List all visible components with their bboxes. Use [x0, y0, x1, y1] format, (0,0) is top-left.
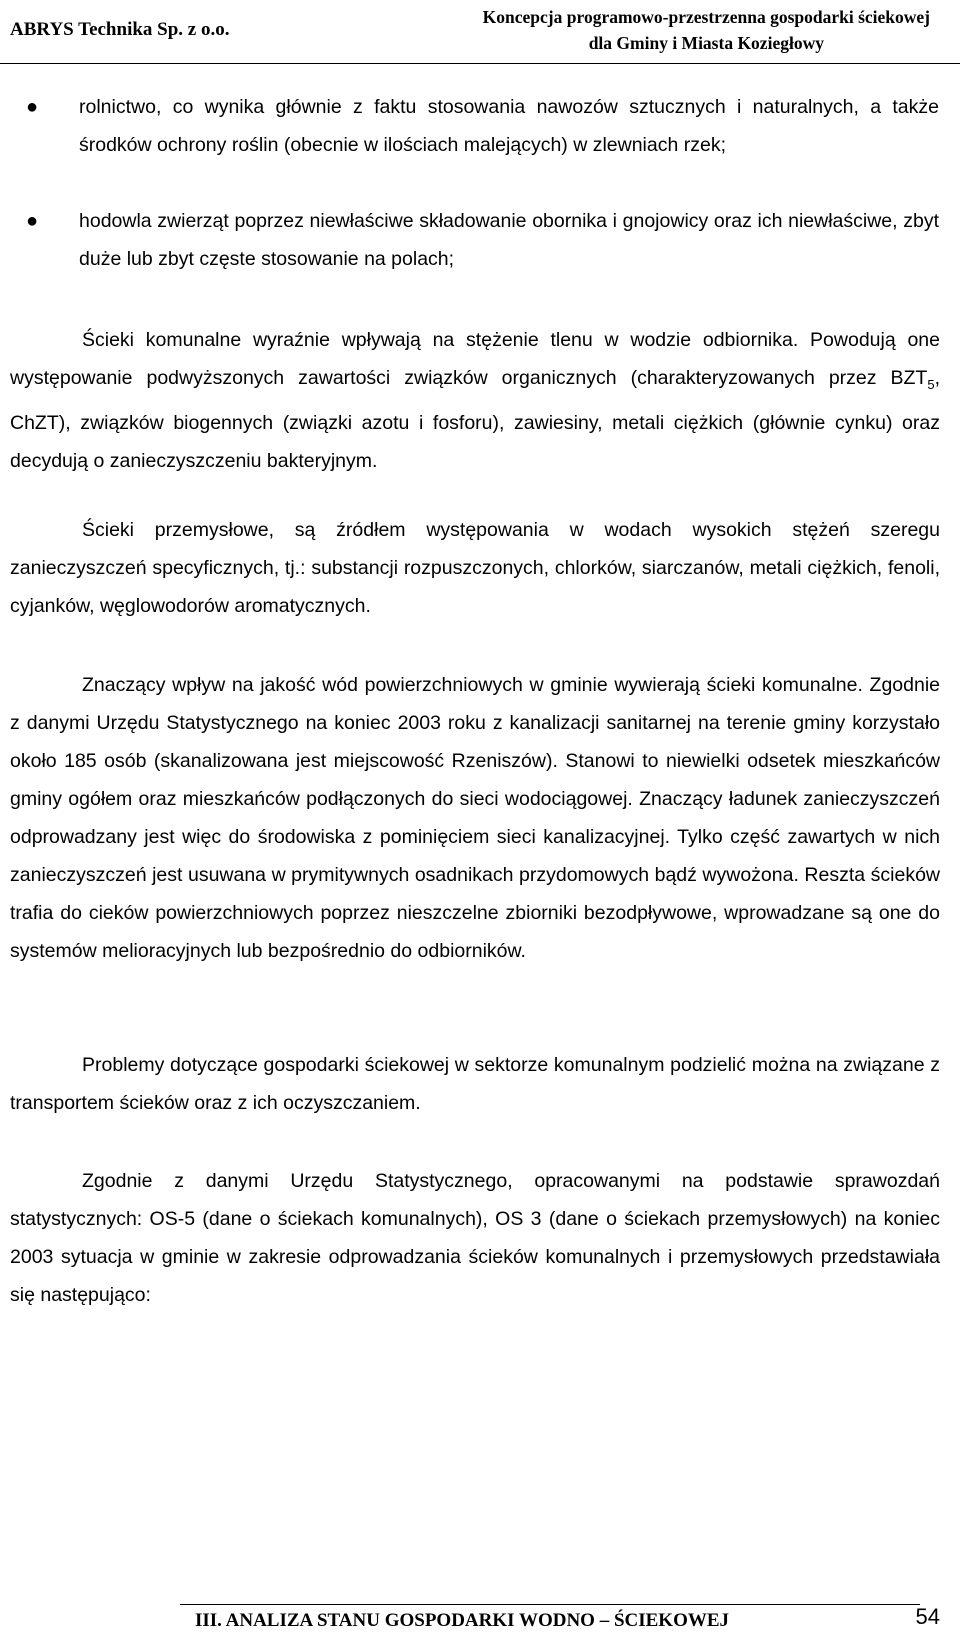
- header-divider: [0, 63, 960, 64]
- bullet-dot-icon: ●: [26, 96, 39, 118]
- paragraph-text: , ChZT), związków biogennych (związki azotu i fosforu), zawiesiny, metali ciężkich (głównie cynku) oraz decydują o zanieczyszczeniu bakteryjnym.: [10, 367, 940, 472]
- bullet-item-agriculture: rolnictwo, co wynika głównie z faktu stosowania nawozów sztucznych i naturalnych, a także środków ochrony roślin (obecnie w ilościach malejących) w zlewniach rzek;: [79, 96, 939, 156]
- document-title-line1: Koncepcja programowo-przestrzenna gospodarki ściekowej: [482, 7, 930, 27]
- bullet-item-livestock: hodowla zwierząt poprzez niewłaściwe składowanie obornika i gnojowicy oraz ich niewłaściwe, zbyt duże lub zbyt częste stosowanie na polach;: [79, 210, 939, 270]
- document-title-line2: dla Gminy i Miasta Koziegłowy: [588, 33, 824, 53]
- chapter-title: III. ANALIZA STANU GOSPODARKI WODNO – ŚCIEKOWEJ: [195, 1610, 730, 1631]
- page-number: 54: [915, 1604, 940, 1629]
- paragraph-industrial-sewage: Ścieki przemysłowe, są źródłem występowania w wodach wysokich stężeń szeregu zanieczyszczeń specyficznych, tj.: substancji rozpuszczonych, chlorków, siarczanów, metali ciężkich, fenoli, cyjanków, węglowodorów aromatycznych.: [10, 519, 940, 617]
- footer-divider: [180, 1604, 920, 1605]
- page-header: [0, 0, 960, 70]
- bullet-dot-icon: ●: [26, 210, 39, 232]
- subscript: 5: [927, 376, 935, 392]
- paragraph-statistics: Zgodnie z danymi Urzędu Statystycznego, opracowanymi na podstawie sprawozdań statystycznych: OS-5 (dane o ściekach komunalnych), OS 3 (dane o ściekach przemysłowych) na koniec 2003 sytuacja w gminie w zakresie odprowadzania ścieków komunalnych i przemysłowych przedstawiała się następująco:: [10, 1170, 940, 1306]
- paragraph-surface-water-quality: Znaczący wpływ na jakość wód powierzchniowych w gminie wywierają ścieki komunalne. Zgodnie z danymi Urzędu Statystycznego na koniec 2003 roku z kanalizacji sanitarnej na terenie gminy korzystało około 185 osób (skanalizowana jest miejscowość Rzeniszów). Stanowi to niewielki odsetek mieszkańców gminy ogółem oraz mieszkańców podłączonych do sieci wodociągowej. Znaczący ładunek zanieczyszczeń odprowadzany jest więc do środowiska z pominięciem sieci kanalizacyjnej. Tylko część zawartych w nich zanieczyszczeń jest usuwana w prymitywnych osadnikach przydomowych bądź wywożona. Reszta ścieków trafia do cieków powierzchniowych poprzez nieszczelne zbiorniki bezodpływowe, wprowadzane są one do systemów melioracyjnych lub bezpośrednio do odbiorników.: [10, 674, 940, 962]
- company-name: ABRYS Technika Sp. z o.o.: [10, 19, 230, 40]
- document-title: [483, 4, 930, 56]
- paragraph-municipal-sewage: [10, 321, 940, 480]
- paragraph-text: Ścieki komunalne wyraźnie wpływają na stężenie tlenu w wodzie odbiornika. Powodują one występowanie podwyższonych zawartości związków organicznych (charakteryzowanych przez BZT: [10, 329, 940, 389]
- paragraph-problems: Problemy dotyczące gospodarki ściekowej w sektorze komunalnym podzielić można na związane z transportem ścieków oraz z ich oczyszczaniem.: [10, 1054, 940, 1114]
